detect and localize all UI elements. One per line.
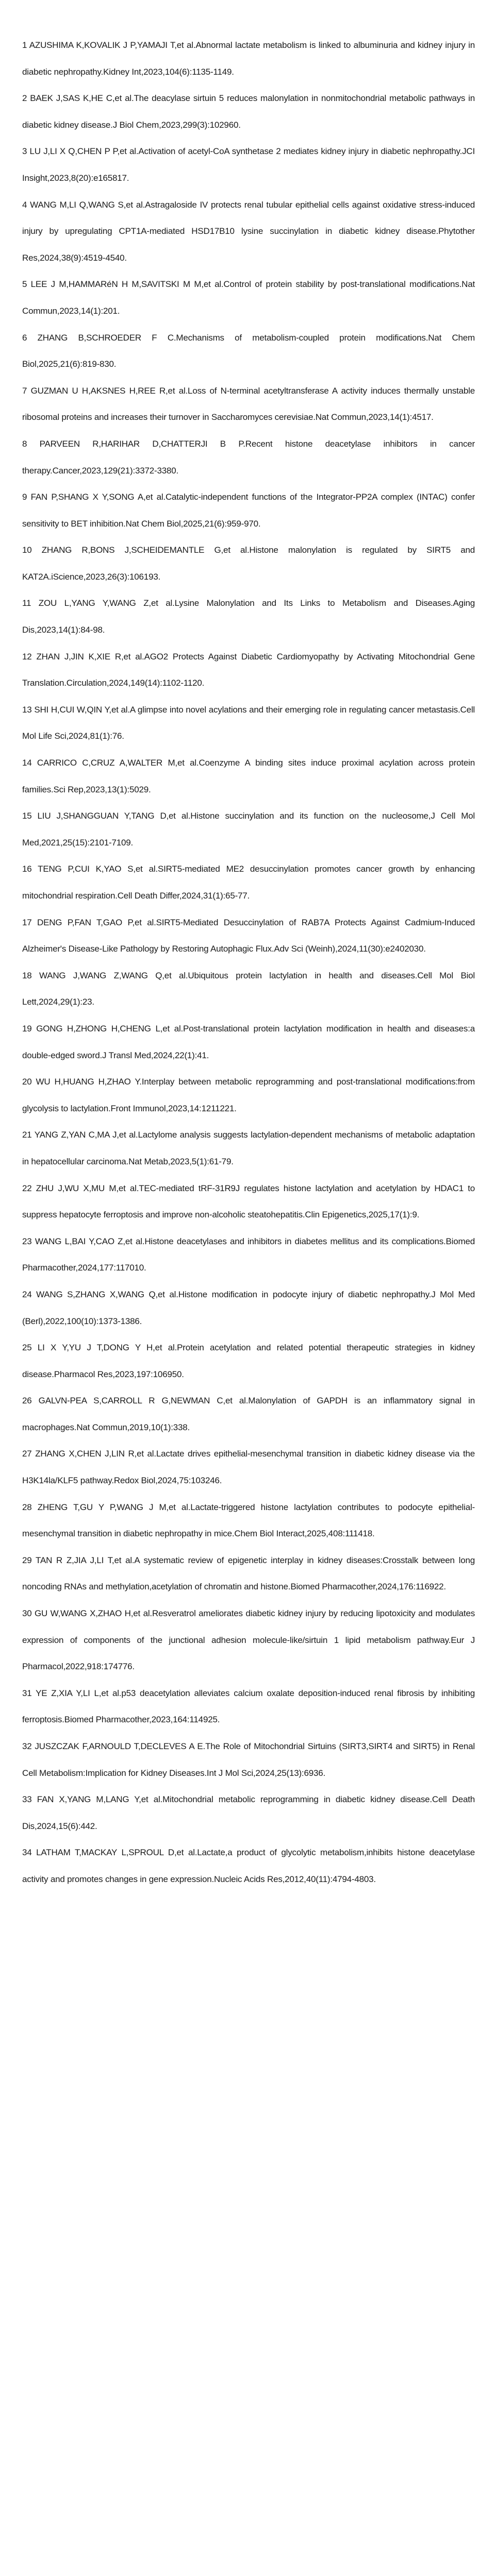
- reference-item: 17 DENG P,FAN T,GAO P,et al.SIRT5-Mediated Desuccinylation of RAB7A Protects Against Cadmium-Induced Alzheimer's Disease-Like Pathology by Restoring Autophagic Flux.Adv Sci (Weinh),2024,11(30):e2402030.: [22, 917, 475, 954]
- reference-item: 31 YE Z,XIA Y,LI L,et al.p53 deacetylation alleviates calcium oxalate deposition-induced renal fibrosis by inhibiting ferroptosis.Biomed Pharmacother,2023,164:114925.: [22, 1688, 475, 1725]
- reference-item: 12 ZHAN J,JIN K,XIE R,et al.AGO2 Protects Against Diabetic Cardiomyopathy by Activating Mitochondrial Gene Translation.Circulation,2024,149(14):1102-1120.: [22, 651, 475, 688]
- reference-item: 11 ZOU L,YANG Y,WANG Z,et al.Lysine Malonylation and Its Links to Metabolism and Diseases.Aging Dis,2023,14(1):84-98.: [22, 598, 475, 635]
- reference-item: 18 WANG J,WANG Z,WANG Q,et al.Ubiquitous protein lactylation in health and diseases.Cell Mol Biol Lett,2024,29(1):23.: [22, 970, 475, 1007]
- reference-item: 25 LI X Y,YU J T,DONG Y H,et al.Protein acetylation and related potential therapeutic strategies in kidney disease.Pharmacol Res,2023,197:106950.: [22, 1343, 475, 1379]
- reference-item: 29 TAN R Z,JIA J,LI T,et al.A systematic review of epigenetic interplay in kidney diseases:Crosstalk between long noncoding RNAs and methylation,acetylation of chromatin and histone.Biomed Pharmacother,2024,176:116922.: [22, 1555, 475, 1592]
- reference-item: 34 LATHAM T,MACKAY L,SPROUL D,et al.Lactate,a product of glycolytic metabolism,inhibits histone deacetylase activity and promotes changes in gene expression.Nucleic Acids Res,2012,40(11):4794-4803.: [22, 1848, 475, 1884]
- reference-item: 24 WANG S,ZHANG X,WANG Q,et al.Histone modification in podocyte injury of diabetic nephropathy.J Mol Med (Berl),2022,100(10):1373-1386.: [22, 1289, 475, 1326]
- reference-item: 26 GALVN-PEA S,CARROLL R G,NEWMAN C,et al.Malonylation of GAPDH is an inflammatory signal in macrophages.Nat Commun,2019,10(1):338.: [22, 1396, 475, 1432]
- reference-item: 19 GONG H,ZHONG H,CHENG L,et al.Post-translational protein lactylation modification in health and diseases:a double-edged sword.J Transl Med,2024,22(1):41.: [22, 1023, 475, 1060]
- reference-item: 22 ZHU J,WU X,MU M,et al.TEC-mediated tRF-31R9J regulates histone lactylation and acetylation by HDAC1 to suppress hepatocyte ferroptosis and improve non-alcoholic steatohepatitis.Clin Epigenetics,2025,17(1):9.: [22, 1183, 475, 1220]
- reference-item: 13 SHI H,CUI W,QIN Y,et al.A glimpse into novel acylations and their emerging role in regulating cancer metastasis.Cell Mol Life Sci,2024,81(1):76.: [22, 704, 475, 741]
- reference-item: 32 JUSZCZAK F,ARNOULD T,DECLEVES A E.The Role of Mitochondrial Sirtuins (SIRT3,SIRT4 and SIRT5) in Renal Cell Metabolism:Implication for Kidney Diseases.Int J Mol Sci,2024,25(13):6936.: [22, 1741, 475, 1778]
- reference-item: 21 YANG Z,YAN C,MA J,et al.Lactylome analysis suggests lactylation-dependent mechanisms of metabolic adaptation in hepatocellular carcinoma.Nat Metab,2023,5(1):61-79.: [22, 1130, 475, 1166]
- reference-item: 33 FAN X,YANG M,LANG Y,et al.Mitochondrial metabolic reprogramming in diabetic kidney disease.Cell Death Dis,2024,15(6):442.: [22, 1794, 475, 1831]
- reference-item: 27 ZHANG X,CHEN J,LIN R,et al.Lactate drives epithelial-mesenchymal transition in diabetic kidney disease via the H3K14la/KLF5 pathway.Redox Biol,2024,75:103246.: [22, 1449, 475, 1486]
- reference-item: 15 LIU J,SHANGGUAN Y,TANG D,et al.Histone succinylation and its function on the nucleosome,J Cell Mol Med,2021,25(15):2101-7109.: [22, 811, 475, 848]
- reference-item: 20 WU H,HUANG H,ZHAO Y.Interplay between metabolic reprogramming and post-translational modifications:from glycolysis to lactylation.Front Immunol,2023,14:1211221.: [22, 1077, 475, 1113]
- reference-list: [22, 32, 475, 1893]
- reference-item: 4 WANG M,LI Q,WANG S,et al.Astragaloside IV protects renal tubular epithelial cells against oxidative stress-induced injury by upregulating CPT1A-mediated HSD17B10 lysine succinylation in diabetic kidney disease.Phytother Res,2024,38(9):4519-4540.: [22, 199, 475, 263]
- reference-item: 23 WANG L,BAI Y,CAO Z,et al.Histone deacetylases and inhibitors in diabetes mellitus and its complications.Biomed Pharmacother,2024,177:117010.: [22, 1236, 475, 1273]
- reference-item: 9 FAN P,SHANG X Y,SONG A,et al.Catalytic-independent functions of the Integrator-PP2A complex (INTAC) confer sensitivity to BET inhibition.Nat Chem Biol,2025,21(6):959-970.: [22, 492, 475, 529]
- reference-item: 2 BAEK J,SAS K,HE C,et al.The deacylase sirtuin 5 reduces malonylation in nonmitochondrial metabolic pathways in diabetic kidney disease.J Biol Chem,2023,299(3):102960.: [22, 93, 475, 130]
- reference-item: 10 ZHANG R,BONS J,SCHEIDEMANTLE G,et al.Histone malonylation is regulated by SIRT5 and KAT2A.iScience,2023,26(3):106193.: [22, 545, 475, 582]
- reference-item: 14 CARRICO C,CRUZ A,WALTER M,et al.Coenzyme A binding sites induce proximal acylation across protein families.Sci Rep,2023,13(1):5029.: [22, 758, 475, 794]
- reference-item: 30 GU W,WANG X,ZHAO H,et al.Resveratrol ameliorates diabetic kidney injury by reducing lipotoxicity and modulates expression of components of the junctional adhesion molecule-like/sirtuin 1 lipid metabolism pathway.Eur J Pharmacol,2022,918:174776.: [22, 1608, 475, 1672]
- reference-item: 6 ZHANG B,SCHROEDER F C.Mechanisms of metabolism-coupled protein modifications.Nat Chem Biol,2025,21(6):819-830.: [22, 332, 475, 369]
- reference-item: 8 PARVEEN R,HARIHAR D,CHATTERJI B P.Recent histone deacetylase inhibitors in cancer therapy.Cancer,2023,129(21):3372-3380.: [22, 438, 475, 476]
- reference-item: 3 LU J,LI X Q,CHEN P P,et al.Activation of acetyl-CoA synthetase 2 mediates kidney injury in diabetic nephropathy.JCI Insight,2023,8(20):e165817.: [22, 146, 475, 183]
- reference-item: 16 TENG P,CUI K,YAO S,et al.SIRT5-mediated ME2 desuccinylation promotes cancer growth by enhancing mitochondrial respiration.Cell Death Differ,2024,31(1):65-77.: [22, 864, 475, 901]
- reference-item: 28 ZHENG T,GU Y P,WANG J M,et al.Lactate-triggered histone lactylation contributes to podocyte epithelial-mesenchymal transition in diabetic nephropathy in mice.Chem Biol Interact,2025,408:111418.: [22, 1502, 475, 1539]
- reference-item: 7 GUZMAN U H,AKSNES H,REE R,et al.Loss of N-terminal acetyltransferase A activity induces thermally unstable ribosomal proteins and increases their turnover in Saccharomyces cerevisiae.Nat Commun,2023,14(1):4517.: [22, 385, 475, 422]
- reference-item: 1 AZUSHIMA K,KOVALIK J P,YAMAJI T,et al.Abnormal lactate metabolism is linked to albuminuria and kidney injury in diabetic nephropathy.Kidney Int,2023,104(6):1135-1149.: [22, 40, 475, 77]
- reference-item: 5 LEE J M,HAMMARéN H M,SAVITSKI M M,et al.Control of protein stability by post-translational modifications.Nat Commun,2023,14(1):201.: [22, 279, 475, 316]
